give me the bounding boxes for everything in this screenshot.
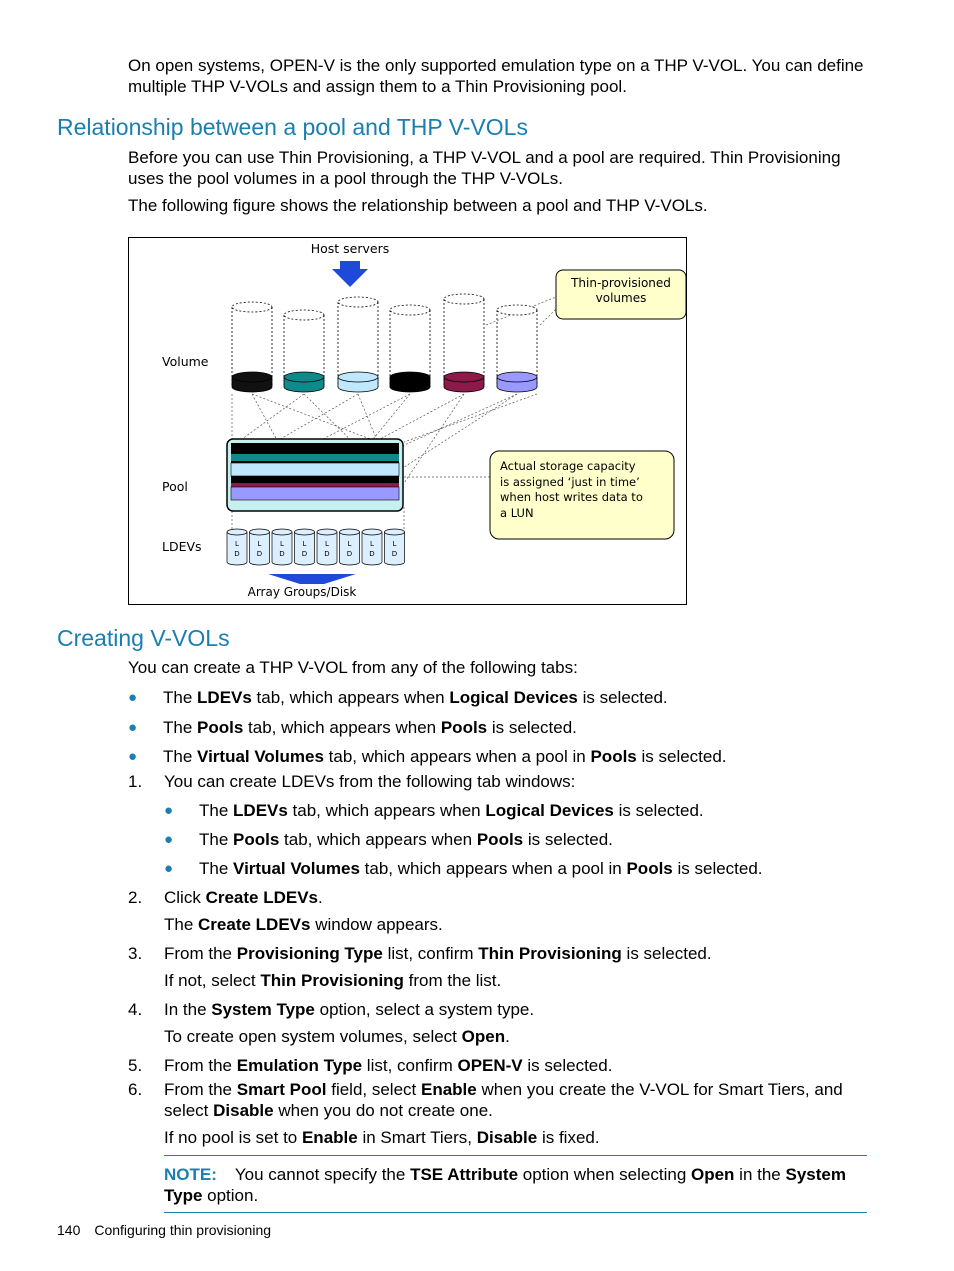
volume-label: Volume xyxy=(162,354,209,369)
pool-vvol-figure xyxy=(128,237,688,606)
actual-line3: when host writes data to xyxy=(500,490,643,504)
step-3-note: If not, select Thin Provisioning from the list. xyxy=(164,971,502,990)
step-4-note: To create open system volumes, select Open. xyxy=(164,1027,510,1046)
host-servers-label: Host servers xyxy=(310,241,390,256)
note-box: NOTE: You cannot specify the TSE Attribute option when selecting Open in the System Type option. xyxy=(164,1155,867,1213)
ldev-letter: D xyxy=(256,550,263,558)
ldev-letter: D xyxy=(324,550,330,558)
bullet-icon: ● xyxy=(128,719,138,736)
note-label: NOTE: xyxy=(164,1165,217,1184)
ldev-letter: D xyxy=(301,550,308,558)
ldev-letter: L xyxy=(257,540,262,548)
bullet-icon: ● xyxy=(128,748,138,765)
bullet-icon: ● xyxy=(164,802,174,819)
page-footer xyxy=(57,1222,271,1238)
ldev-letter: D xyxy=(234,550,240,558)
creating-intro: You can create a THP V-VOL from any of the following tabs: xyxy=(128,658,578,677)
bullet-icon: ● xyxy=(164,831,174,848)
ldev-letter: L xyxy=(280,540,284,548)
step-2-result: The Create LDEVs window appears. xyxy=(164,915,443,934)
bullet-icon: ● xyxy=(164,860,174,877)
array-groups-label: Array Groups/Disk xyxy=(247,585,357,599)
relationship-paragraph: Before you can use Thin Provisioning, a THP V-VOL and a pool are required. Thin Provisioning uses the pool volumes in a pool through the THP V-VOLs. xyxy=(128,148,841,188)
ldev-letter: L xyxy=(370,540,374,548)
pool-stack xyxy=(227,439,403,511)
ldev-cylinder xyxy=(340,529,360,565)
ldev-letter: D xyxy=(279,550,285,558)
page-number: 140 xyxy=(57,1222,81,1238)
ldev-letter: D xyxy=(369,550,375,558)
section-heading-relationship: Relationship between a pool and THP V-VOLs xyxy=(57,114,528,140)
ldev-cylinder xyxy=(227,529,247,565)
ldev-letter: L xyxy=(325,540,329,548)
chapter-title: Configuring thin provisioning xyxy=(94,1222,272,1238)
section-heading-creating: Creating V-VOLs xyxy=(57,625,230,651)
thin-callout-line1: Thin-provisioned xyxy=(571,276,671,290)
figure-intro-paragraph: The following figure shows the relationship between a pool and THP V-VOLs. xyxy=(128,196,708,215)
bullet-icon: ● xyxy=(128,689,138,706)
ldev-letter: L xyxy=(302,540,307,548)
ldev-cylinder xyxy=(317,529,337,565)
ldev-letter: L xyxy=(392,540,397,548)
ldev-letter: D xyxy=(391,550,398,558)
actual-line4: a LUN xyxy=(500,506,534,520)
actual-line2: is assigned ‘just in time’ xyxy=(500,475,640,489)
step-6-note: If no pool is set to Enable in Smart Tiers, Disable is fixed. xyxy=(164,1128,600,1147)
ldevs-label: LDEVs xyxy=(162,539,202,554)
ldev-cylinder xyxy=(295,529,315,565)
actual-line1: Actual storage capacity xyxy=(500,459,636,473)
thin-callout-line2: volumes xyxy=(595,291,647,305)
ldev-cylinder xyxy=(250,529,270,565)
ldev-cylinder xyxy=(385,529,405,565)
intro-paragraph: On open systems, OPEN-V is the only supported emulation type on a THP V-VOL. You can define multiple THP V-VOLs and assign them to a Thin Provisioning pool. xyxy=(128,56,864,96)
ldev-letter: D xyxy=(346,550,353,558)
ldev-letter: L xyxy=(235,540,239,548)
ldev-cylinder xyxy=(362,529,382,565)
ldev-letter: L xyxy=(347,540,352,548)
pool-label: Pool xyxy=(162,479,188,494)
ldev-cylinder xyxy=(272,529,292,565)
